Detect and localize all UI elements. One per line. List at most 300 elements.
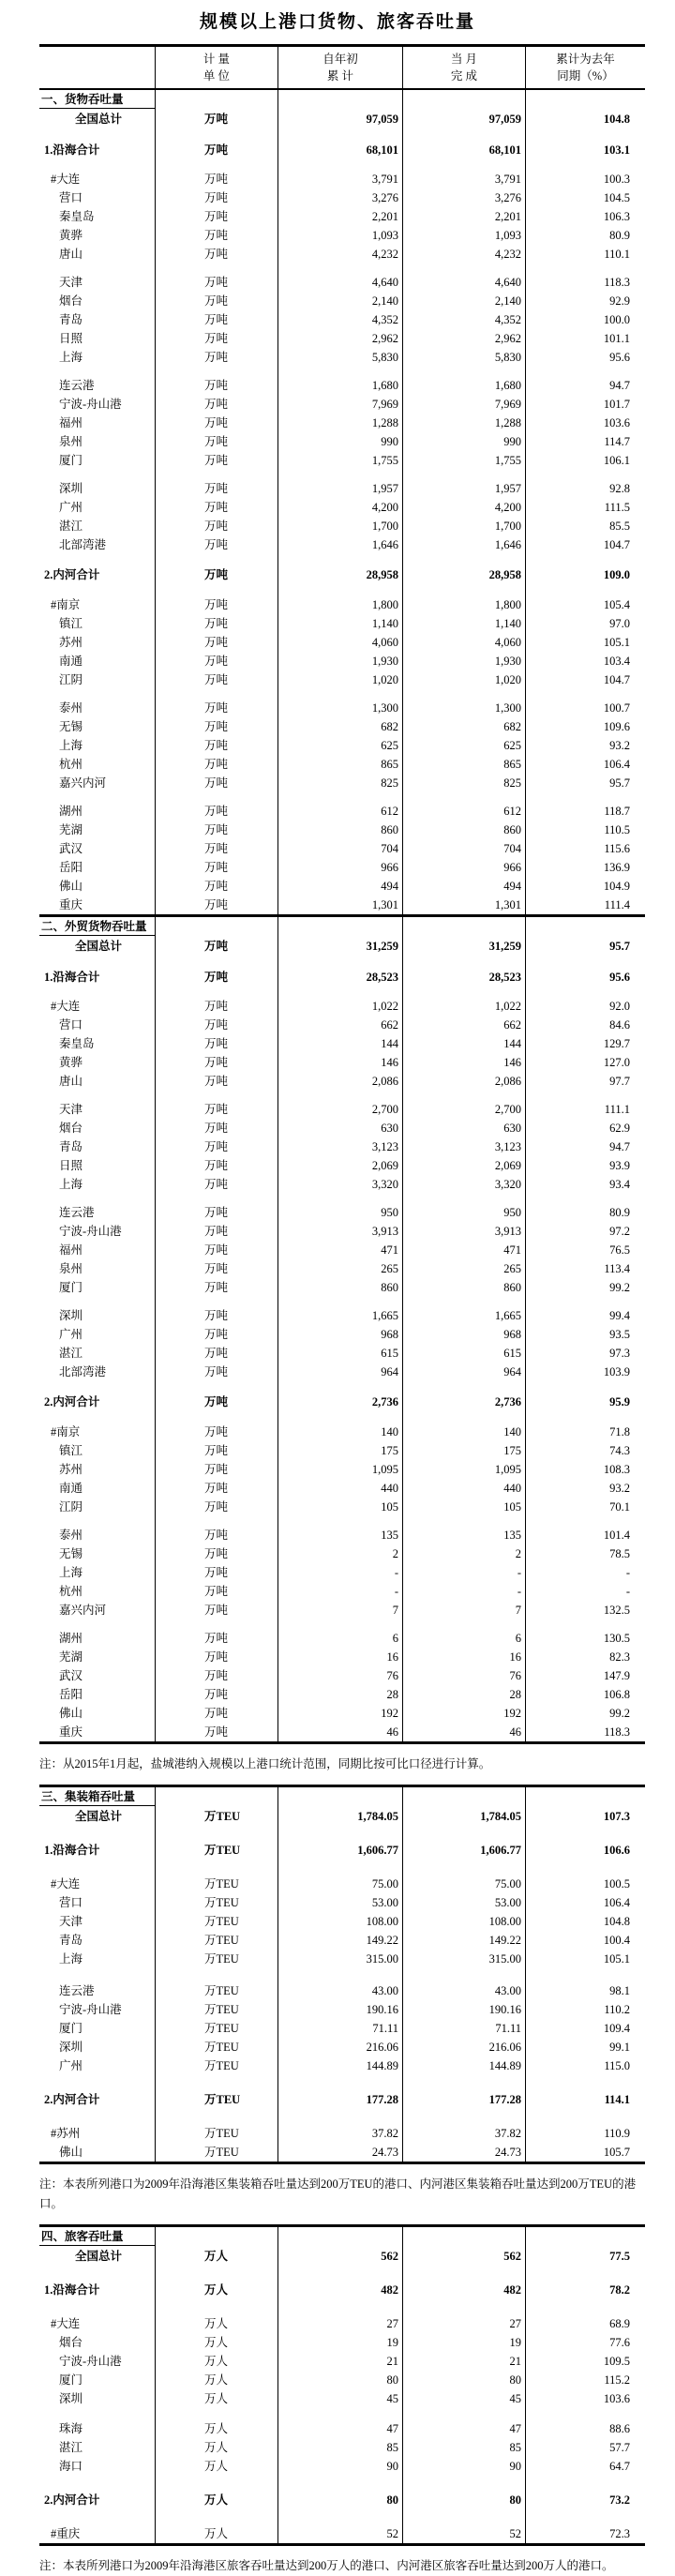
month-value: 31,259	[403, 937, 526, 956]
cumulative-value: 615	[278, 1344, 403, 1363]
month-value: 966	[403, 858, 526, 877]
cumulative-value: 4,640	[278, 273, 403, 292]
cumulative-value: 471	[278, 1241, 403, 1259]
spacer-cell	[278, 987, 403, 997]
unit-cell: 万吨	[156, 479, 278, 498]
month-value: 7,969	[403, 395, 526, 414]
yoy-value: 72.3	[609, 2527, 630, 2540]
cumulative-value: 90	[278, 2457, 403, 2476]
row-label: 嘉兴内河	[39, 1601, 156, 1619]
unit-cell: 万吨	[156, 652, 278, 670]
yoy-value: 111.5	[604, 501, 630, 514]
month-value: 47	[403, 2419, 526, 2438]
yoy-value: 105.7	[603, 2146, 630, 2159]
unit-cell: 万吨	[156, 1072, 278, 1091]
table-row	[39, 997, 645, 1016]
unit-cell: 万吨	[156, 1156, 278, 1175]
cumulative-value: 1,606.77	[278, 1841, 403, 1860]
unit-cell: 万吨	[156, 1100, 278, 1119]
yoy-value: 105.4	[603, 598, 630, 611]
month-value: 1,606.77	[403, 1841, 526, 1860]
cumulative-value: 860	[278, 821, 403, 839]
col-header-month	[403, 47, 526, 88]
row-label: 上海	[39, 348, 156, 367]
yoy-value: -	[625, 1566, 630, 1579]
table-row	[39, 451, 645, 470]
spacer-cell	[39, 956, 156, 968]
table-row	[39, 755, 645, 774]
yoy-value: 100.4	[603, 1934, 630, 1947]
row-label: 苏州	[39, 1460, 156, 1479]
yoy-value: 95.6	[609, 971, 630, 984]
unit-cell: 万吨	[156, 1222, 278, 1241]
row-label: 佛山	[39, 2143, 156, 2162]
cumulative-value: 80	[278, 2491, 403, 2509]
month-value: 75.00	[403, 1875, 526, 1893]
row-label: 全国总计	[39, 937, 156, 956]
yoy-value: 80.9	[609, 229, 630, 242]
yoy-value: 68.9	[609, 2317, 630, 2330]
month-value: 990	[403, 432, 526, 451]
unit-cell: 万吨	[156, 1498, 278, 1516]
row-label: 南通	[39, 1479, 156, 1498]
row-label: 秦皇岛	[39, 1034, 156, 1053]
month-value: 3,913	[403, 1222, 526, 1241]
spacer-cell	[39, 1411, 156, 1423]
table-row	[39, 896, 645, 914]
table-row	[39, 1016, 645, 1034]
month-value: 4,352	[403, 310, 526, 329]
unit-cell: 万吨	[156, 736, 278, 755]
row-label: 泉州	[39, 1259, 156, 1278]
unit-cell: 万人	[156, 2371, 278, 2389]
unit-cell: 万TEU	[156, 2143, 278, 2162]
spacer-cell	[403, 2299, 526, 2314]
cumulative-value: 2,201	[278, 207, 403, 226]
table-row	[39, 188, 645, 207]
unit-cell: 万TEU	[156, 2090, 278, 2109]
spacer-cell	[526, 2299, 645, 2314]
spacer-cell	[278, 1860, 403, 1875]
table-row	[39, 2352, 645, 2371]
row-label: 唐山	[39, 1072, 156, 1091]
table-row	[39, 1723, 645, 1741]
cumulative-value: 315.00	[278, 1950, 403, 1968]
month-value: 45	[403, 2389, 526, 2408]
spacer-cell	[526, 1194, 645, 1203]
unit-cell: 万吨	[156, 1526, 278, 1544]
row-label: 营口	[39, 1016, 156, 1034]
month-value: 1,957	[403, 479, 526, 498]
row-label: 厦门	[39, 1278, 156, 1297]
table-row	[39, 2524, 645, 2543]
yoy-value: 114.1	[604, 2093, 630, 2106]
table-row	[39, 2090, 645, 2109]
spacer-cell	[403, 1091, 526, 1100]
unit-cell: 万吨	[156, 1325, 278, 1344]
spacer-cell	[39, 367, 156, 376]
unit-cell: 万吨	[156, 877, 278, 896]
row-label: 重庆	[39, 896, 156, 914]
table-row	[39, 1222, 645, 1241]
row-label: 广州	[39, 1325, 156, 1344]
yoy-value: 101.7	[603, 398, 630, 411]
table-row	[39, 348, 645, 367]
row-label: 上海	[39, 736, 156, 755]
row-label: 宁波-舟山港	[39, 2352, 156, 2371]
yoy-value: 106.4	[603, 758, 630, 771]
col-header-line: 自年初	[322, 53, 358, 66]
data-table	[39, 44, 645, 1744]
table-row	[39, 1648, 645, 1666]
yoy-value: 97.7	[609, 1075, 630, 1088]
section-header-blank	[278, 917, 403, 936]
spacer-cell	[403, 1381, 526, 1393]
cumulative-value: 37.82	[278, 2124, 403, 2143]
month-value: 1,022	[403, 997, 526, 1016]
month-value: 21	[403, 2352, 526, 2371]
month-value: 28	[403, 1685, 526, 1704]
unit-cell: 万TEU	[156, 1912, 278, 1931]
yoy-value: 103.6	[603, 416, 630, 429]
row-label: 湛江	[39, 1344, 156, 1363]
yoy-value: 103.1	[603, 143, 630, 157]
row-label: 嘉兴内河	[39, 774, 156, 792]
spacer-cell	[278, 367, 403, 376]
cumulative-value: 662	[278, 1016, 403, 1034]
table-row	[39, 670, 645, 689]
spacer-cell	[526, 1619, 645, 1629]
cumulative-value: 625	[278, 736, 403, 755]
spacer-cell	[526, 689, 645, 699]
month-value: 52	[403, 2524, 526, 2543]
spacer-cell	[39, 1968, 156, 1981]
yoy-value: 74.3	[609, 1444, 630, 1457]
row-label: 杭州	[39, 755, 156, 774]
spacer-cell	[39, 1091, 156, 1100]
spacer-cell	[39, 792, 156, 802]
spacer-cell	[39, 1297, 156, 1306]
month-value: 5,830	[403, 348, 526, 367]
unit-cell: 万吨	[156, 310, 278, 329]
table-row	[39, 565, 645, 584]
row-label: 北部湾港	[39, 535, 156, 554]
spacer-row	[39, 1516, 645, 1526]
col-header-unit	[156, 47, 278, 88]
spacer-row	[39, 1091, 645, 1100]
spacer-cell	[39, 2509, 156, 2524]
spacer-cell	[278, 2509, 403, 2524]
spacer-cell	[278, 1516, 403, 1526]
cumulative-value: 16	[278, 1648, 403, 1666]
table-row	[39, 1950, 645, 1968]
unit-cell: 万吨	[156, 1306, 278, 1325]
spacer-cell	[278, 689, 403, 699]
section-header-blank	[156, 2227, 278, 2246]
cumulative-value: 43.00	[278, 1981, 403, 2000]
cumulative-value: 76	[278, 1666, 403, 1685]
row-label: 岳阳	[39, 858, 156, 877]
unit-cell: 万吨	[156, 414, 278, 432]
yoy-value: 101.1	[603, 332, 630, 345]
table-row	[39, 802, 645, 821]
data-table	[39, 1785, 645, 2164]
yoy-value: 118.3	[604, 1725, 630, 1739]
unit-cell: 万吨	[156, 170, 278, 188]
table-row	[39, 614, 645, 633]
unit-cell: 万吨	[156, 1016, 278, 1034]
cumulative-value: 4,060	[278, 633, 403, 652]
table-row	[39, 2419, 645, 2438]
month-value: 704	[403, 839, 526, 858]
col-header-line: 累 计	[326, 69, 354, 83]
row-label: 深圳	[39, 479, 156, 498]
cumulative-value: 68,101	[278, 141, 403, 159]
table-row	[39, 479, 645, 498]
table-row	[39, 2389, 645, 2408]
unit-cell: 万吨	[156, 1723, 278, 1741]
row-label: 天津	[39, 273, 156, 292]
row-label: 深圳	[39, 1306, 156, 1325]
cumulative-value: 1,665	[278, 1306, 403, 1325]
row-label: 全国总计	[39, 1807, 156, 1826]
cumulative-value: 28,958	[278, 565, 403, 584]
spacer-cell	[156, 1968, 278, 1981]
month-value: 3,791	[403, 170, 526, 188]
section-header-blank	[403, 1787, 526, 1806]
unit-cell: 万吨	[156, 937, 278, 956]
yoy-value: 118.3	[604, 276, 630, 289]
spacer-cell	[403, 1297, 526, 1306]
unit-cell: 万人	[156, 2247, 278, 2266]
row-label: 2.内河合计	[39, 2090, 156, 2109]
spacer-cell	[156, 1411, 278, 1423]
yoy-value: 107.3	[603, 1810, 630, 1823]
yoy-value: 99.1	[609, 2041, 630, 2054]
spacer-cell	[403, 956, 526, 968]
table-row	[39, 1666, 645, 1685]
cumulative-value: 5,830	[278, 348, 403, 367]
unit-cell: 万吨	[156, 774, 278, 792]
spacer-cell	[403, 1860, 526, 1875]
row-label: 青岛	[39, 310, 156, 329]
cumulative-value: 1,680	[278, 376, 403, 395]
yoy-value: 105.1	[603, 1952, 630, 1966]
spacer-cell	[278, 956, 403, 968]
month-value: 135	[403, 1526, 526, 1544]
row-label: 湛江	[39, 2438, 156, 2457]
yoy-value: 100.3	[603, 173, 630, 186]
table-row	[39, 1278, 645, 1297]
row-label: 珠海	[39, 2419, 156, 2438]
table-row	[39, 2371, 645, 2389]
unit-cell: 万吨	[156, 395, 278, 414]
yoy-value: 110.2	[604, 2003, 630, 2016]
month-value: 968	[403, 1325, 526, 1344]
spacer-cell	[39, 554, 156, 565]
unit-cell: 万人	[156, 2389, 278, 2408]
table-row	[39, 170, 645, 188]
yoy-value: 85.5	[609, 520, 630, 533]
row-label: 1.沿海合计	[39, 1841, 156, 1860]
unit-cell: 万吨	[156, 1278, 278, 1297]
month-value: 612	[403, 802, 526, 821]
spacer-cell	[156, 128, 278, 141]
row-label: 2.内河合计	[39, 1393, 156, 1411]
cumulative-value: 1,020	[278, 670, 403, 689]
yoy-value: 92.8	[609, 482, 630, 495]
section-header-row	[39, 2227, 645, 2246]
yoy-value: 109.5	[603, 2355, 630, 2368]
row-label: 1.沿海合计	[39, 2281, 156, 2299]
spacer-cell	[403, 264, 526, 273]
row-label: 2.内河合计	[39, 565, 156, 584]
spacer-cell	[39, 2075, 156, 2090]
month-value: 1,300	[403, 699, 526, 717]
unit-cell: 万人	[156, 2352, 278, 2371]
spacer-row	[39, 159, 645, 170]
row-label: 天津	[39, 1912, 156, 1931]
yoy-value: 111.4	[604, 898, 630, 911]
spacer-cell	[156, 1860, 278, 1875]
yoy-value: 92.9	[609, 294, 630, 308]
table-row	[39, 2247, 645, 2266]
row-label: 上海	[39, 1175, 156, 1194]
unit-cell: 万吨	[156, 1344, 278, 1363]
cumulative-value: 1,755	[278, 451, 403, 470]
cumulative-value: 3,123	[278, 1137, 403, 1156]
row-label: 岳阳	[39, 1685, 156, 1704]
month-value: 682	[403, 717, 526, 736]
spacer-row	[39, 1826, 645, 1841]
cumulative-value: 630	[278, 1119, 403, 1137]
cumulative-value: 149.22	[278, 1931, 403, 1950]
spacer-cell	[156, 584, 278, 595]
yoy-value: 93.9	[609, 1159, 630, 1172]
spacer-row	[39, 128, 645, 141]
unit-cell: 万TEU	[156, 1807, 278, 1826]
month-value: 1,700	[403, 517, 526, 535]
spacer-cell	[278, 2408, 403, 2419]
spacer-cell	[526, 1381, 645, 1393]
spacer-cell	[403, 470, 526, 479]
cumulative-value: 135	[278, 1526, 403, 1544]
yoy-value: 115.2	[604, 2373, 630, 2387]
spacer-cell	[156, 1194, 278, 1203]
yoy-value: 95.6	[609, 351, 630, 364]
table-row	[39, 1460, 645, 1479]
row-label: 杭州	[39, 1582, 156, 1601]
month-value: 68,101	[403, 141, 526, 159]
spacer-row	[39, 2408, 645, 2419]
row-label: 芜湖	[39, 1648, 156, 1666]
cumulative-value: 80	[278, 2371, 403, 2389]
yoy-value: -	[625, 1585, 630, 1598]
spacer-cell	[526, 264, 645, 273]
table-row	[39, 535, 645, 554]
cumulative-value: 27	[278, 2314, 403, 2333]
spacer-cell	[39, 470, 156, 479]
unit-cell: 万人	[156, 2419, 278, 2438]
row-label: 全国总计	[39, 110, 156, 128]
row-label: 江阴	[39, 1498, 156, 1516]
month-value: 440	[403, 1479, 526, 1498]
table-row	[39, 1423, 645, 1441]
month-value: 630	[403, 1119, 526, 1137]
table-row	[39, 1072, 645, 1091]
month-value: 37.82	[403, 2124, 526, 2143]
table-row	[39, 1807, 645, 1826]
spacer-cell	[278, 1968, 403, 1981]
month-value: -	[403, 1582, 526, 1601]
yoy-value: 71.8	[609, 1425, 630, 1439]
spacer-cell	[403, 2509, 526, 2524]
yoy-value: 77.6	[609, 2336, 630, 2349]
section-header-blank	[526, 1787, 645, 1806]
spacer-cell	[278, 2075, 403, 2090]
cumulative-value: 1,784.05	[278, 1807, 403, 1826]
row-label: #大连	[39, 2314, 156, 2333]
month-value: 6	[403, 1629, 526, 1648]
row-label: 北部湾港	[39, 1363, 156, 1381]
cumulative-value: 1,930	[278, 652, 403, 670]
cumulative-value: 950	[278, 1203, 403, 1222]
table-row	[39, 1034, 645, 1053]
month-value: 192	[403, 1704, 526, 1723]
cumulative-value: 825	[278, 774, 403, 792]
table-row	[39, 1241, 645, 1259]
spacer-row	[39, 1381, 645, 1393]
unit-cell: 万吨	[156, 1648, 278, 1666]
month-value: 2,736	[403, 1393, 526, 1411]
section-header-blank	[526, 2227, 645, 2246]
cumulative-value: 105	[278, 1498, 403, 1516]
unit-cell: 万TEU	[156, 2000, 278, 2019]
table-row	[39, 395, 645, 414]
spacer-row	[39, 689, 645, 699]
cumulative-value: 966	[278, 858, 403, 877]
table-row	[39, 2491, 645, 2509]
unit-cell: 万吨	[156, 1563, 278, 1582]
unit-cell: 万吨	[156, 226, 278, 245]
unit-cell: 万吨	[156, 968, 278, 987]
month-value: 482	[403, 2281, 526, 2299]
row-label: 宁波-舟山港	[39, 395, 156, 414]
spacer-cell	[403, 1411, 526, 1423]
month-value: 825	[403, 774, 526, 792]
unit-cell: 万吨	[156, 1034, 278, 1053]
yoy-value: 106.4	[603, 1896, 630, 1909]
month-value: 146	[403, 1053, 526, 1072]
spacer-cell	[156, 264, 278, 273]
spacer-cell	[156, 1381, 278, 1393]
row-label: #大连	[39, 170, 156, 188]
cumulative-value: 494	[278, 877, 403, 896]
spacer-cell	[156, 956, 278, 968]
cumulative-value: 85	[278, 2438, 403, 2457]
month-value: 562	[403, 2247, 526, 2266]
spacer-cell	[278, 554, 403, 565]
unit-cell: 万吨	[156, 1259, 278, 1278]
row-label: 连云港	[39, 376, 156, 395]
cumulative-value: 3,276	[278, 188, 403, 207]
col-header-yoy	[526, 47, 645, 88]
spacer-cell	[403, 128, 526, 141]
unit-cell: 万吨	[156, 1479, 278, 1498]
unit-cell: 万吨	[156, 699, 278, 717]
table-row	[39, 2457, 645, 2476]
month-value: 865	[403, 755, 526, 774]
